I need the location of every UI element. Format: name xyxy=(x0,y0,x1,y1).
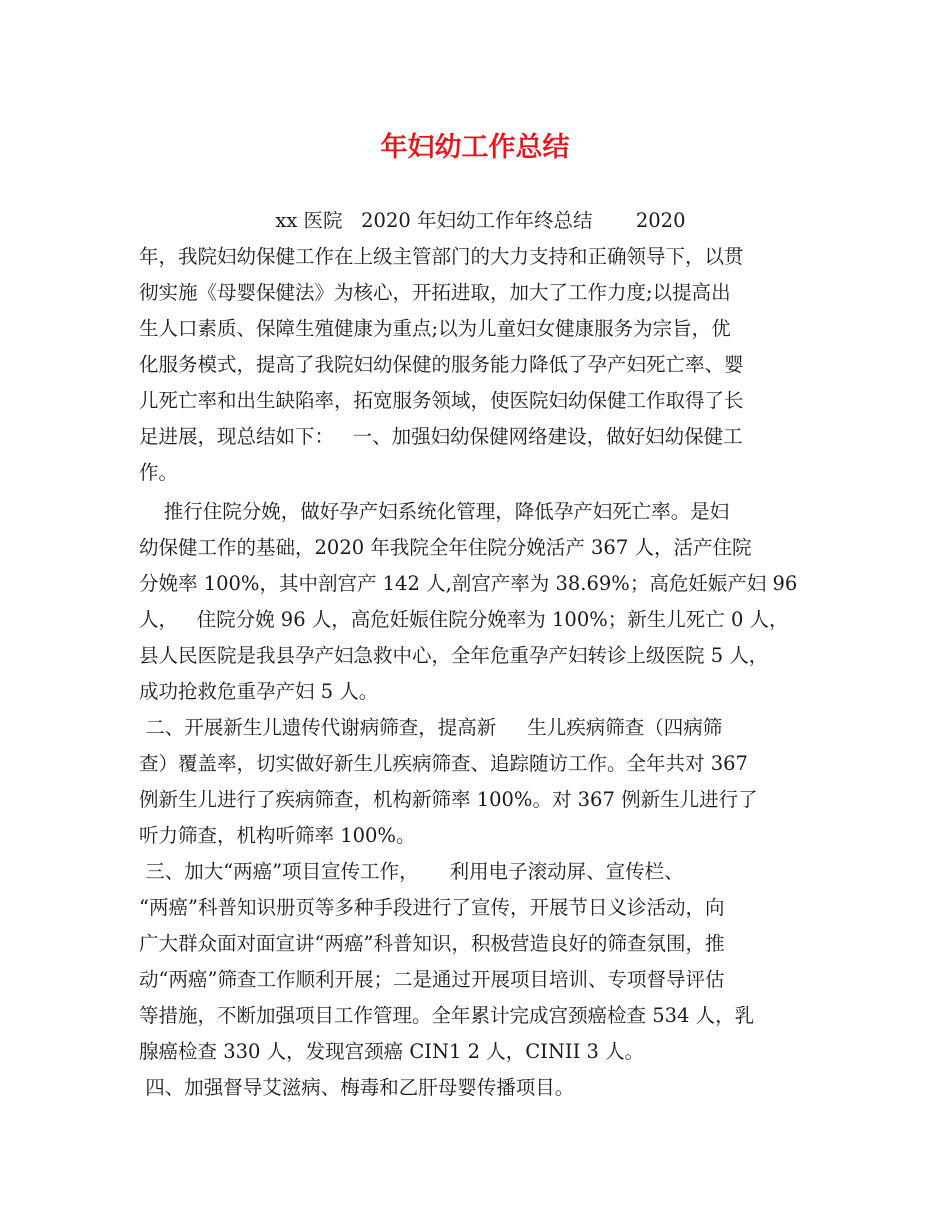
document-title: 年妇幼工作总结 xyxy=(380,132,570,163)
body-line: 彻实施《母婴保健法》为核心，开拓进取，加大了工作力度;以提高出 xyxy=(139,281,731,304)
body-line: 幼保健工作的基础，2020 年我院全年住院分娩活产 367 人，活产住院 xyxy=(139,536,752,559)
body-line: 二、开展新生儿遗传代谢病筛查，提高新 生儿疾病筛查（四病筛 xyxy=(139,716,723,739)
body-line: 查）覆盖率，切实做好新生儿疾病筛查、追踪随访工作。全年共对 367 xyxy=(139,752,748,775)
body-line: 例新生儿进行了疾病筛查，机构新筛率 100%。对 367 例新生儿进行了 xyxy=(139,788,758,811)
body-line: “两癌”科普知识册页等多种手段进行了宣传，开展节日义诊活动，向 xyxy=(139,896,725,919)
body-line: 分娩率 100%，其中剖宫产 142 人,剖宫产率为 38.69%；高危妊娠产妇 96 xyxy=(139,572,798,595)
body-line: 腺癌检查 330 人，发现宫颈癌 CIN1 2 人，CINII 3 人。 xyxy=(139,1040,645,1063)
body-line: 推行住院分娩，做好孕产妇系统化管理，降低孕产妇死亡率。是妇 xyxy=(139,500,730,523)
body-line: 生人口素质、保障生殖健康为重点;以为儿童妇女健康服务为宗旨，优 xyxy=(139,317,731,340)
body-line: 四、加强督导艾滋病、梅毒和乙肝母婴传播项目。 xyxy=(139,1076,575,1099)
body-line: 成功抢救危重孕产妇 5 人。 xyxy=(139,680,379,703)
body-line: 足进展，现总结如下： 一、加强妇幼保健网络建设，做好妇幼保健工 xyxy=(139,425,743,448)
body-line: 动“两癌”筛查工作顺利开展；二是通过开展项目培训、专项督导评估 xyxy=(139,968,725,991)
body-line: 人， 住院分娩 96 人，高危妊娠住院分娩率为 100%；新生儿死亡 0 人， xyxy=(139,608,789,631)
body-line: 广大群众面对面宣讲“两癌”科普知识，积极营造良好的筛查氛围，推 xyxy=(139,932,725,955)
body-line: 儿死亡率和出生缺陷率，拓宽服务领域，使医院妇幼保健工作取得了长 xyxy=(139,389,744,412)
body-line: 年，我院妇幼保健工作在上级主管部门的大力支持和正确领导下，以贯 xyxy=(139,245,744,268)
body-line: 县人民医院是我县孕产妇急救中心，全年危重孕产妇转诊上级医院 5 人， xyxy=(139,644,769,667)
body-line: 作。 xyxy=(139,461,179,484)
body-line: 三、加大“两癌”项目宣传工作， 利用电子滚动屏、宣传栏、 xyxy=(139,860,684,883)
body-line: 听力筛查，机构听筛率 100%。 xyxy=(139,824,416,847)
body-line: 化服务模式，提高了我院妇幼保健的服务能力降低了孕产妇死亡率、婴 xyxy=(139,353,744,376)
body-line: 等措施，不断加强项目工作管理。全年累计完成宫颈癌检查 534 人，乳 xyxy=(139,1004,755,1027)
body-line: xx 医院 2020 年妇幼工作年终总结 2020 xyxy=(139,209,686,232)
